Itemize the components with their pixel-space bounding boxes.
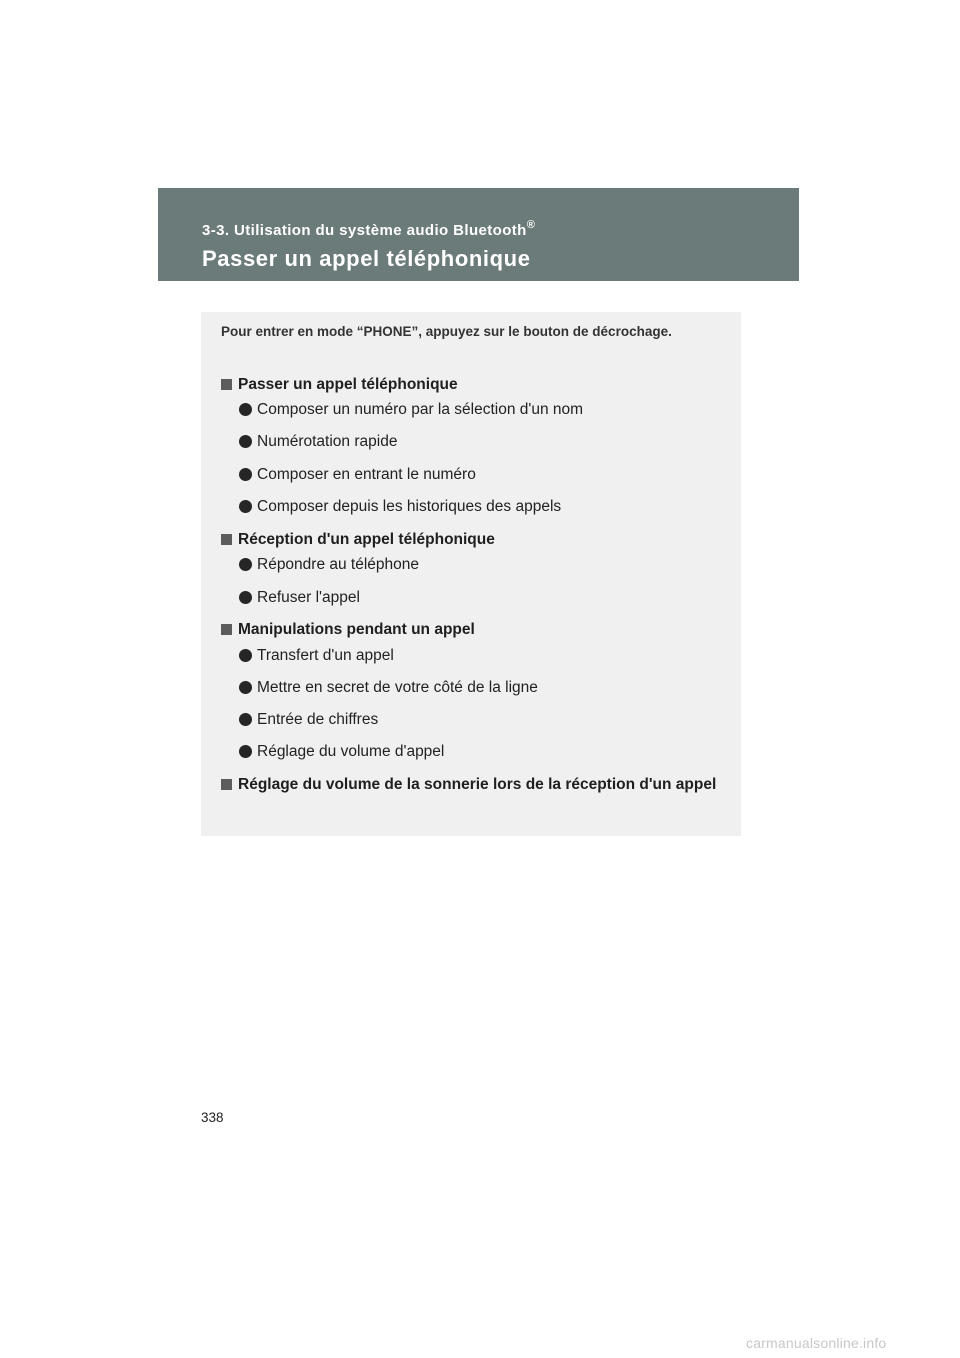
group-heading-receive-call [221, 528, 721, 551]
list-item [238, 430, 397, 453]
list-item-text: Entrée de chiffres [257, 711, 379, 728]
list-item [238, 398, 583, 421]
round-bullet-icon [239, 403, 252, 416]
square-bullet-icon [221, 534, 232, 545]
group-heading-ringtone-volume [221, 773, 721, 796]
round-bullet-icon [239, 649, 252, 662]
section-label [202, 219, 536, 239]
group-heading-text: Passer un appel téléphonique [238, 376, 458, 393]
section-label-text: 3-3. Utilisation du système audio Bluetooth [202, 222, 527, 239]
square-bullet-icon [221, 379, 232, 390]
list-item-text: Transfert d'un appel [257, 647, 394, 664]
list-item [238, 676, 538, 699]
list-item [238, 495, 561, 518]
section-header-band [158, 188, 799, 281]
watermark: carmanualsonline.info [746, 1335, 887, 1351]
registered-mark: ® [526, 219, 536, 231]
page-number: 338 [201, 1110, 224, 1125]
list-item [238, 708, 378, 731]
round-bullet-icon [239, 468, 252, 481]
round-bullet-icon [239, 558, 252, 571]
list-item-text: Composer depuis les historiques des appels [257, 498, 562, 515]
round-bullet-icon [239, 713, 252, 726]
list-item-text: Composer un numéro par la sélection d'un nom [257, 401, 584, 418]
group-heading-during-call [221, 618, 721, 641]
page-title: Passer un appel téléphonique [202, 246, 531, 271]
intro-paragraph: Pour entrer en mode “PHONE”, appuyez sur le bouton de décrochage. [221, 324, 672, 339]
list-item-text: Refuser l'appel [257, 589, 360, 606]
list-item-text: Répondre au téléphone [257, 556, 420, 573]
round-bullet-icon [239, 745, 252, 758]
list-item [238, 463, 476, 486]
group-heading-make-call [221, 373, 721, 396]
list-item-text: Réglage du volume d'appel [257, 743, 445, 760]
group-heading-text: Réception d'un appel téléphonique [238, 531, 495, 548]
round-bullet-icon [239, 591, 252, 604]
list-item-text: Composer en entrant le numéro [257, 466, 476, 483]
square-bullet-icon [221, 624, 232, 635]
group-heading-text: Réglage du volume de la sonnerie lors de la réception d'un appel [238, 776, 717, 793]
list-item-text: Numérotation rapide [257, 433, 398, 450]
round-bullet-icon [239, 681, 252, 694]
round-bullet-icon [239, 435, 252, 448]
square-bullet-icon [221, 779, 232, 790]
list-item [238, 740, 444, 763]
list-item [238, 644, 394, 667]
list-item-text: Mettre en secret de votre côté de la ligne [257, 679, 538, 696]
group-heading-text: Manipulations pendant un appel [238, 621, 475, 638]
round-bullet-icon [239, 500, 252, 513]
list-item [238, 553, 419, 576]
list-item [238, 586, 360, 609]
content-box [201, 312, 741, 836]
